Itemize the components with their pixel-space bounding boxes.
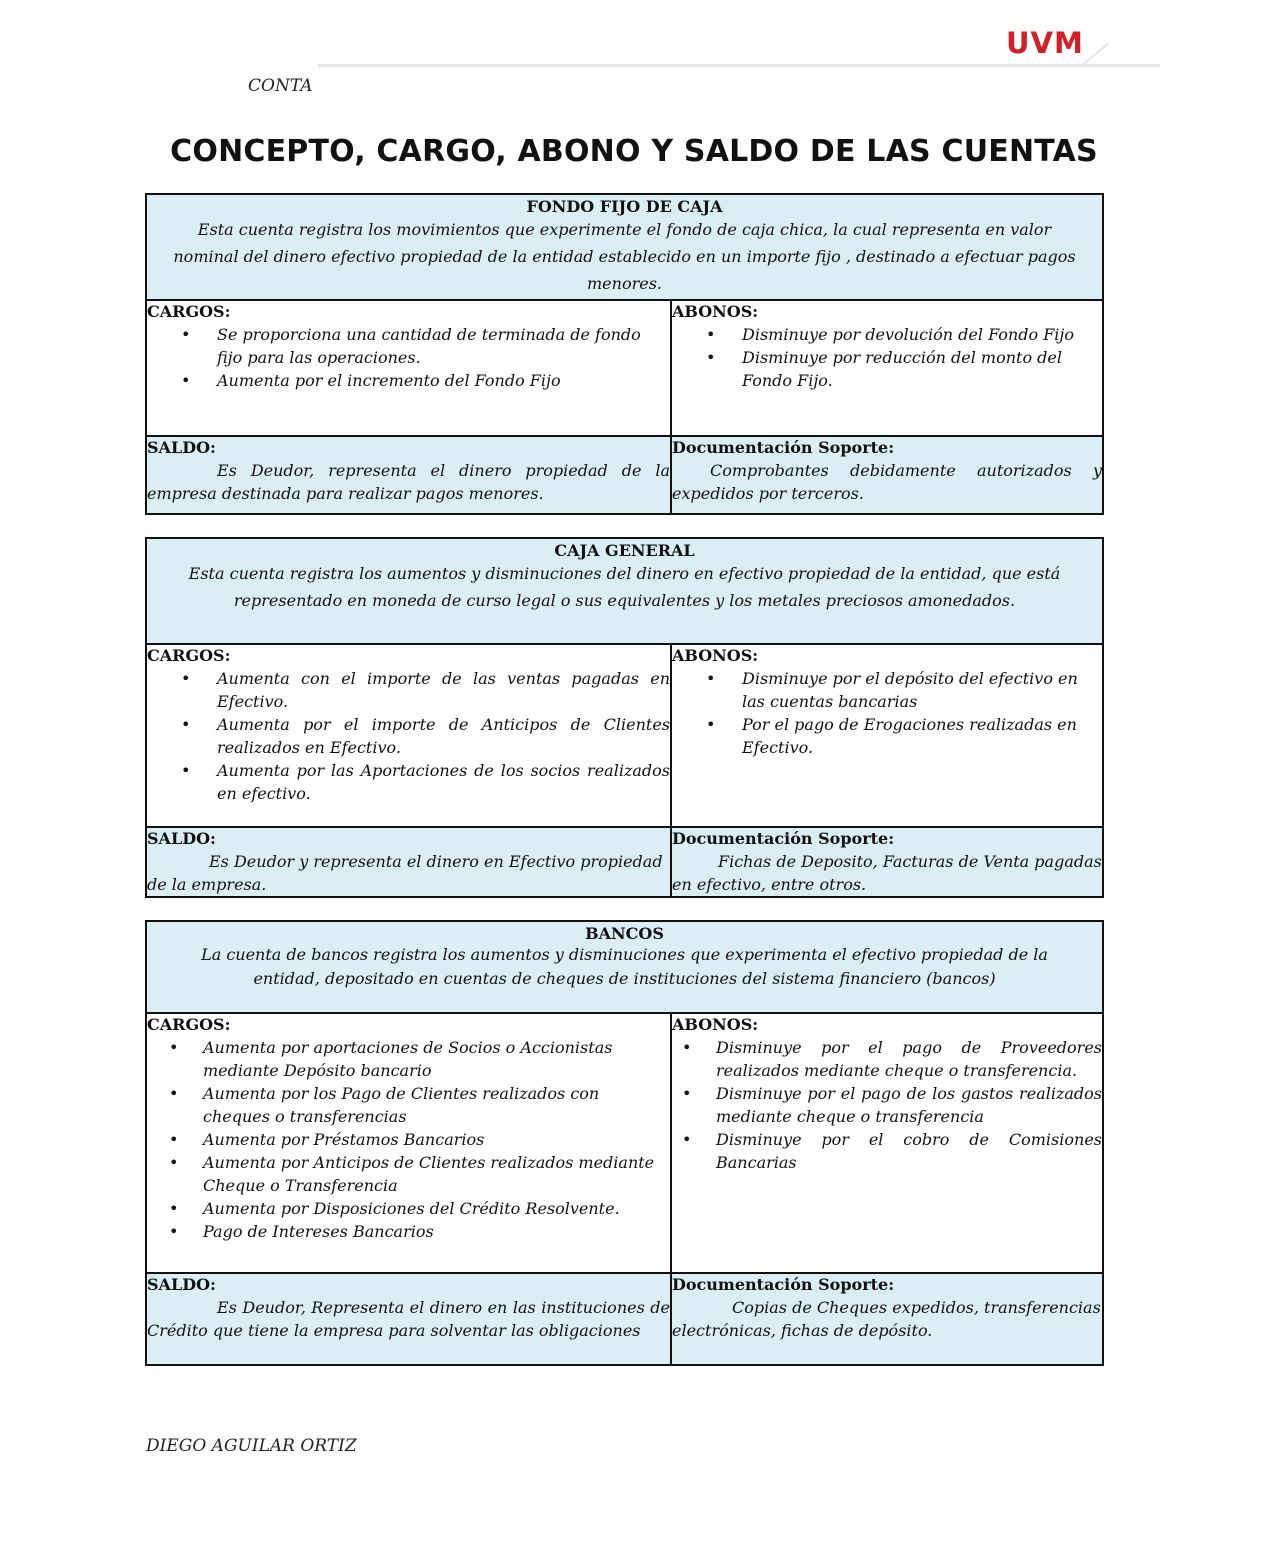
saldo-text: Es Deudor y representa el dinero en Efectivo propiedad de la empresa. [147,852,663,894]
account-name: BANCOS [585,924,664,943]
abonos-cell [671,300,1103,436]
account-name: CAJA GENERAL [554,541,695,560]
abonos-list [672,1036,1102,1174]
account-table-bancos [145,920,1104,1366]
uvm-logo: UVM [1006,26,1084,60]
saldo-cell [146,827,671,897]
list-item: • Disminuye por reducción del monto del Fondo Fijo. [742,346,1102,392]
account-header [146,538,1103,644]
doc-label: Documentación Soporte: [672,1275,895,1294]
doc-text: Fichas de Deposito, Facturas de Venta pagadas en efectivo, entre otros. [672,852,1102,894]
cargos-label: CARGOS: [147,1015,231,1034]
doc-text: Comprobantes debidamente autorizados y expedidos por terceros. [672,461,1102,503]
list-item: • Aumenta por los Pago de Clientes realizados con cheques o transferencias [203,1082,670,1128]
saldo-cell [146,1273,671,1365]
account-table-fondo-fijo [145,193,1104,515]
saldo-cell [146,436,671,514]
account-description: La cuenta de bancos registra los aumentos y disminuciones que experimenta el efectivo propiedad de la entidad, depositado en cuentas de cheques de instituciones del sistema financiero (bancos) [201,945,1048,988]
cargos-label: CARGOS: [147,302,231,321]
list-item: • Por el pago de Erogaciones realizadas en Efectivo. [742,713,1102,759]
list-item: • Aumenta por Anticipos de Clientes realizados mediante Cheque o Transferencia [203,1151,670,1197]
abonos-cell [671,644,1103,827]
doc-cell [671,827,1103,897]
abonos-list [672,667,1102,759]
saldo-text: Es Deudor, Representa el dinero en las instituciones de Crédito que tiene la empresa para solventar las obligaciones [147,1298,670,1340]
cargos-cell [146,1013,671,1273]
list-item: • Pago de Intereses Bancarios [203,1220,670,1243]
cargos-label: CARGOS: [147,646,231,665]
saldo-label: SALDO: [147,438,216,457]
author-footer: DIEGO AGUILAR ORTIZ [146,1436,357,1456]
list-item: • Aumenta por el incremento del Fondo Fijo [217,369,670,392]
saldo-text: Es Deudor, representa el dinero propiedad de la empresa destinada para realizar pagos menores. [147,461,670,503]
cargos-list [147,667,670,805]
doc-cell [671,436,1103,514]
list-item: • Disminuye por el pago de los gastos realizados mediante cheque o transferencia [716,1082,1102,1128]
account-header [146,921,1103,1013]
list-item: • Aumenta por el importe de Anticipos de Clientes realizados en Efectivo. [217,713,670,759]
cargos-list [147,323,670,392]
list-item: • Se proporciona una cantidad de terminada de fondo fijo para las operaciones. [217,323,670,369]
list-item: • Aumenta con el importe de las ventas pagadas en Efectivo. [217,667,670,713]
cargos-cell [146,644,671,827]
doc-label: Documentación Soporte: [672,829,895,848]
header-rule [318,64,1160,67]
account-name: FONDO FIJO DE CAJA [526,197,723,216]
saldo-label: SALDO: [147,1275,216,1294]
account-description: Esta cuenta registra los movimientos que experimente el fondo de caja chica, la cual representa en valor nominal del dinero efectivo propiedad de la entidad establecido en un importe fijo , destinado a efectuar pagos menores. [173,220,1076,293]
cargos-cell [146,300,671,436]
cargos-list [147,1036,670,1243]
list-item: • Disminuye por devolución del Fondo Fijo [742,323,1102,346]
list-item: • Aumenta por aportaciones de Socios o Accionistas mediante Depósito bancario [203,1036,670,1082]
list-item: • Aumenta por Disposiciones del Crédito Resolvente. [203,1197,670,1220]
doc-cell [671,1273,1103,1365]
list-item: • Disminuye por el cobro de Comisiones Bancarias [716,1128,1102,1174]
abonos-label: ABONOS: [672,1015,759,1034]
saldo-label: SALDO: [147,829,216,848]
doc-text: Copias de Cheques expedidos, transferencias electrónicas, fichas de depósito. [672,1298,1101,1340]
account-table-caja-general [145,537,1104,898]
list-item: • Aumenta por Préstamos Bancarios [203,1128,670,1151]
running-header: CONTA [248,76,313,96]
account-description: Esta cuenta registra los aumentos y disminuciones del dinero en efectivo propiedad de la entidad, que está representado en moneda de curso legal o sus equivalentes y los metales preciosos amonedados. [188,564,1061,610]
abonos-list [672,323,1102,392]
account-header [146,194,1103,300]
list-item: • Disminuye por el depósito del efectivo en las cuentas bancarias [742,667,1102,713]
page-title: CONCEPTO, CARGO, ABONO Y SALDO DE LAS CUENTAS [170,134,1098,169]
list-item: • Disminuye por el pago de Proveedores realizados mediante cheque o transferencia. [716,1036,1102,1082]
doc-label: Documentación Soporte: [672,438,895,457]
abonos-cell [671,1013,1103,1273]
abonos-label: ABONOS: [672,302,759,321]
abonos-label: ABONOS: [672,646,759,665]
list-item: • Aumenta por las Aportaciones de los socios realizados en efectivo. [217,759,670,805]
